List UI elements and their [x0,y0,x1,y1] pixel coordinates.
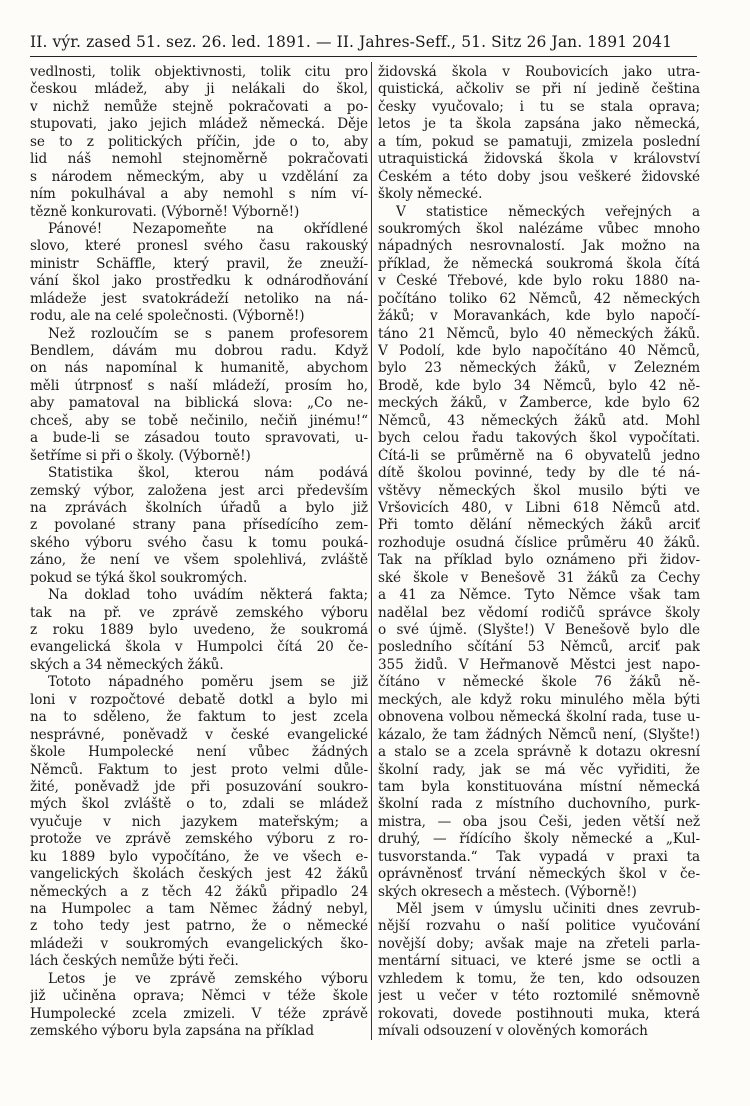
text-line: vzhledem k tomu, že ten, kdo odsouzen [378,970,700,987]
text-line: meckých žáků, v Žamberce, kde bylo 62 [378,395,700,412]
text-line: stupovati, jako jejich mládež německá. Děje [30,116,368,133]
text-line: obnovena volbou německá školní rada, tuse u- [378,709,700,726]
text-line: a bude-li se zásadou touto spravovati, u- [30,430,368,447]
text-line: českou mládež, aby ji nelákali do škol, [30,81,368,98]
text-line: lid náš nemohl stejnoměrně pokračovati [30,151,368,168]
text-line: rozhoduje osudná číslice průměru 40 žáků. [378,534,700,551]
left-column-paragraph [30,221,368,326]
text-line: loni v rozpočtové debatě dotkl a bylo mi [30,691,368,708]
text-line: chceš, aby se tobě nečinilo, nečiň jinému!“ [30,412,368,429]
text-line: z roku 1889 bylo uvedeno, že soukromá [30,622,368,638]
text-line: on nás napomínal k humanitě, abychom [30,360,368,377]
text-line: židovská škola v Roubovicích jako utra- [378,64,700,80]
text-line: Letos je ve zprávě zemského výboru [48,970,368,987]
text-line: tusvorstanda.“ Tak vypadá v praxi ta [378,848,700,865]
left-column-paragraph [30,971,368,1041]
text-line: Humpolecké zcela zmizeli. V téže zprávě [30,1005,368,1022]
right-column-paragraph [378,64,700,204]
text-line: a stalo se a zcela správně k dotazu okresní [378,744,700,761]
text-line: posledního sčítání 53 Němců, arciť pak [378,639,700,656]
left-column-paragraph [30,326,368,466]
text-line: česky vyučovalo; i tu se stala oprava; [378,98,700,115]
text-line: kázalo, že tam žádných Němců není, (Slyšte!) [378,726,700,743]
text-line: Pánové! Nezapomeňte na okřídlené [48,220,368,237]
text-line: vání škol jako prostředku k odnárodňování [30,273,368,290]
left-column-paragraph [30,674,368,970]
text-line: Němců, 43 německých žáků atd. Mohl [378,412,700,429]
text-line: letos je ta škola zapsána jako německá, [378,116,700,133]
text-line: oprávněnosť trvání německých škol v če- [378,866,700,883]
left-column [30,64,368,1041]
text-line: lách českých nemůže býti řeči. [30,953,239,970]
left-column-paragraph [30,587,368,674]
text-line: zemský výbor, založena jest arci především [30,482,368,499]
text-line: na to sděleno, že faktum to jest zcela [30,709,368,726]
text-line: na zprávách školních úřadů a bylo již [30,499,368,516]
text-line: Němců. Faktum to jest proto velmi důle- [30,761,368,778]
text-line: zemského výboru byla zapsána na příklad [30,1023,315,1040]
text-line: vedlnosti, tolik objektivnosti, tolik citu pro [30,64,368,80]
text-line: pokud se týká škol soukromých. [30,569,248,586]
text-line: Českém a této doby jsou veškeré židovské [378,168,700,185]
text-line: německých a z těch 42 žáků připadlo 24 [30,883,368,900]
text-line: V statistice německých veřejných a [396,203,700,220]
text-line: ské škole v Benešově 31 žáků za Čechy [378,569,700,586]
header-rule [30,56,697,57]
text-line: dítě školou povinné, tedy by dle té ná- [378,465,700,482]
text-line: quistická, ačkoliv se při ní jedině čeština [378,81,700,98]
text-line: druhý, — řídícího školy německé a „Kul- [378,831,700,848]
left-column-paragraph [30,465,368,587]
text-line: ských okresech a městech. (Výborně!) [378,883,637,900]
text-line: aby pamatoval na biblická slova: „Co ne- [30,395,368,412]
text-line: ských a 34 německých žáků. [30,656,224,673]
text-line: jest u večer v této roztomilé sněmovně [378,988,700,1005]
text-line: táno 21 Němců, bylo 40 německých žáků. [378,325,700,342]
text-line: školy německé. [378,186,483,203]
text-line: Tak na příklad bylo oznámeno při židov- [378,552,700,569]
text-line: mládeže jest svatokrádeží netoliko na ná- [30,290,368,307]
column-divider [371,62,372,1040]
text-line: tězně konkurovati. (Výborně! Výborně!) [30,203,300,220]
text-line: nesprávné, poněvadž v české evangelické [30,726,368,743]
text-line: V Podolí, kde bylo napočítáno 40 Němců, [378,343,700,359]
text-line: na Humpolec a tam Němec žádný nebyl, [30,901,368,917]
text-line: Při tomto dělání německých žáků arciť [378,517,700,534]
text-line: ním pokulhával a aby nemohl s ním ví- [30,186,368,203]
text-line: 355 židů. V Heřmanově Městci jest napo- [378,656,700,673]
text-line: bylo 23 německých žáků, v Železném [378,360,700,377]
text-line: vangelických školách českých jest 42 žáků [30,866,368,883]
text-line: již učiněna oprava; Němci v téže škole [30,988,368,1005]
right-column [378,64,700,1041]
text-line: utraquistická židovská škola v království [378,151,700,168]
text-line: Statistika škol, kterou nám podává [48,465,368,482]
text-line: v České Třebové, kde bylo roku 1880 na- [378,273,700,290]
text-line: rokovati, dovede postihnouti muka, která [378,1005,700,1022]
text-line: mívali odsouzení v olověných komorách [378,1023,648,1040]
text-line: v nichž nemůže stejně pokračovati a po- [30,98,368,115]
page-header: II. výr. zased 51. sez. 26. led. 1891. — II. Jahres-Seff., 51. Sitz 26 Jan. 1891 2041 [30,33,673,51]
text-line: školní rada z místního duchovního, purk- [378,796,700,813]
text-line: nadělal bez vědomí rodičů správce školy [378,604,700,621]
text-line: ku 1889 bylo vypočítáno, že ve všech e- [30,848,368,865]
text-line: Vršovicích 480, v Libni 618 Němců atd. [378,499,700,516]
left-column-paragraph [30,64,368,221]
text-line: z povolané strany pana přísedícího zem- [30,517,368,534]
text-line: žáků; v Moravankách, kde bylo napočí- [378,308,700,325]
text-line: nější rozvahu o naší politice vyučování [378,918,700,935]
text-line: počítáno toliko 62 Němců, 42 německých [378,290,700,307]
text-line: bych celou řadu takových škol vypočítati. [378,430,700,447]
text-line: škole Humpolecké není vůbec žádných [30,744,368,761]
text-line: šetříme si při o školy. (Výborně!) [30,447,251,464]
text-line: mistra, — oba jsou Češi, jeden větší než [378,813,700,830]
text-line: Na doklad toho uvádím některá fakta; [48,587,368,604]
text-line: záno, že není ve všem spolehlivá, zvláště [30,552,368,569]
text-line: se to z politických příčin, jde o to, aby [30,133,368,150]
text-line: s národem německým, aby u vzdělání za [30,168,368,185]
text-line: Čítá-li se průměrně na 6 obyvatelů jedno [378,447,700,464]
text-line: Brodě, kde bylo 34 Němců, bylo 42 ně- [378,377,700,394]
text-line: měli útrpnosť s naší mládeží, prosím ho, [30,377,368,394]
text-line: školní rady, jak se má věc vyřiditi, že [378,761,700,778]
text-line: příklad, že německá soukromá škola čítá [378,255,700,272]
text-line: protože ve zprávě zemského výboru z ro- [30,831,368,848]
text-line: tam byla konstituována místní německá [378,778,700,795]
text-line: žité, poněvadž jde při posuzování soukro- [30,778,368,795]
text-line: meckých, ale když roku minulého měla býti [378,691,700,708]
text-line: evangelická škola v Humpolci čítá 20 če- [30,639,368,656]
text-line: mých škol zvláště o to, zdali se mládež [30,796,368,813]
text-line: tak na př. ve zprávě zemského výboru [30,604,368,621]
text-line: Bendlem, dávám mu dobrou radu. Když [30,343,368,359]
text-line: Tototo nápadného poměru jsem se již [48,674,368,691]
text-line: slovo, které pronesl svého času rakouský [30,238,368,255]
right-column-paragraph [378,901,700,1041]
text-line: Měl jsem v úmyslu učiniti dnes zevrub- [396,901,700,917]
text-line: ministr Schäffle, který pravil, že zneuží- [30,255,368,272]
text-line: rodu, ale na celé společnosti. (Výborně!) [30,308,305,325]
text-line: soukromých škol nalézáme vůbec mnoho [378,220,700,237]
text-line: ského výboru svého času k tomu pouká- [30,534,368,551]
text-line: a 41 za Němce. Tyto Němce však tam [378,587,700,604]
text-line: o své újmě. (Slyšte!) V Benešově bylo dle [378,622,700,638]
text-line: a tím, pokud se pamatuji, zmizela poslední [378,133,700,150]
text-line: nápadných nesrovnalostí. Jak možno na [378,238,700,255]
text-line: z toho tedy jest patrno, že o německé [30,918,368,935]
right-column-paragraph [378,204,700,902]
text-line: vyučuje v nich jazykem mateřským; a [30,813,368,830]
text-line: mentární situaci, ve které jsme se octli a [378,953,700,970]
text-line: čítáno v německé škole 76 žáků ně- [378,674,700,691]
text-line: vštěvy německých škol musilo býti ve [378,482,700,499]
text-line: mládeži v soukromých evangelických ško- [30,935,368,952]
text-line: novější doby; avšak maje na zřeteli parla- [378,935,700,952]
text-line: Než rozloučím se s panem profesorem [48,325,368,342]
